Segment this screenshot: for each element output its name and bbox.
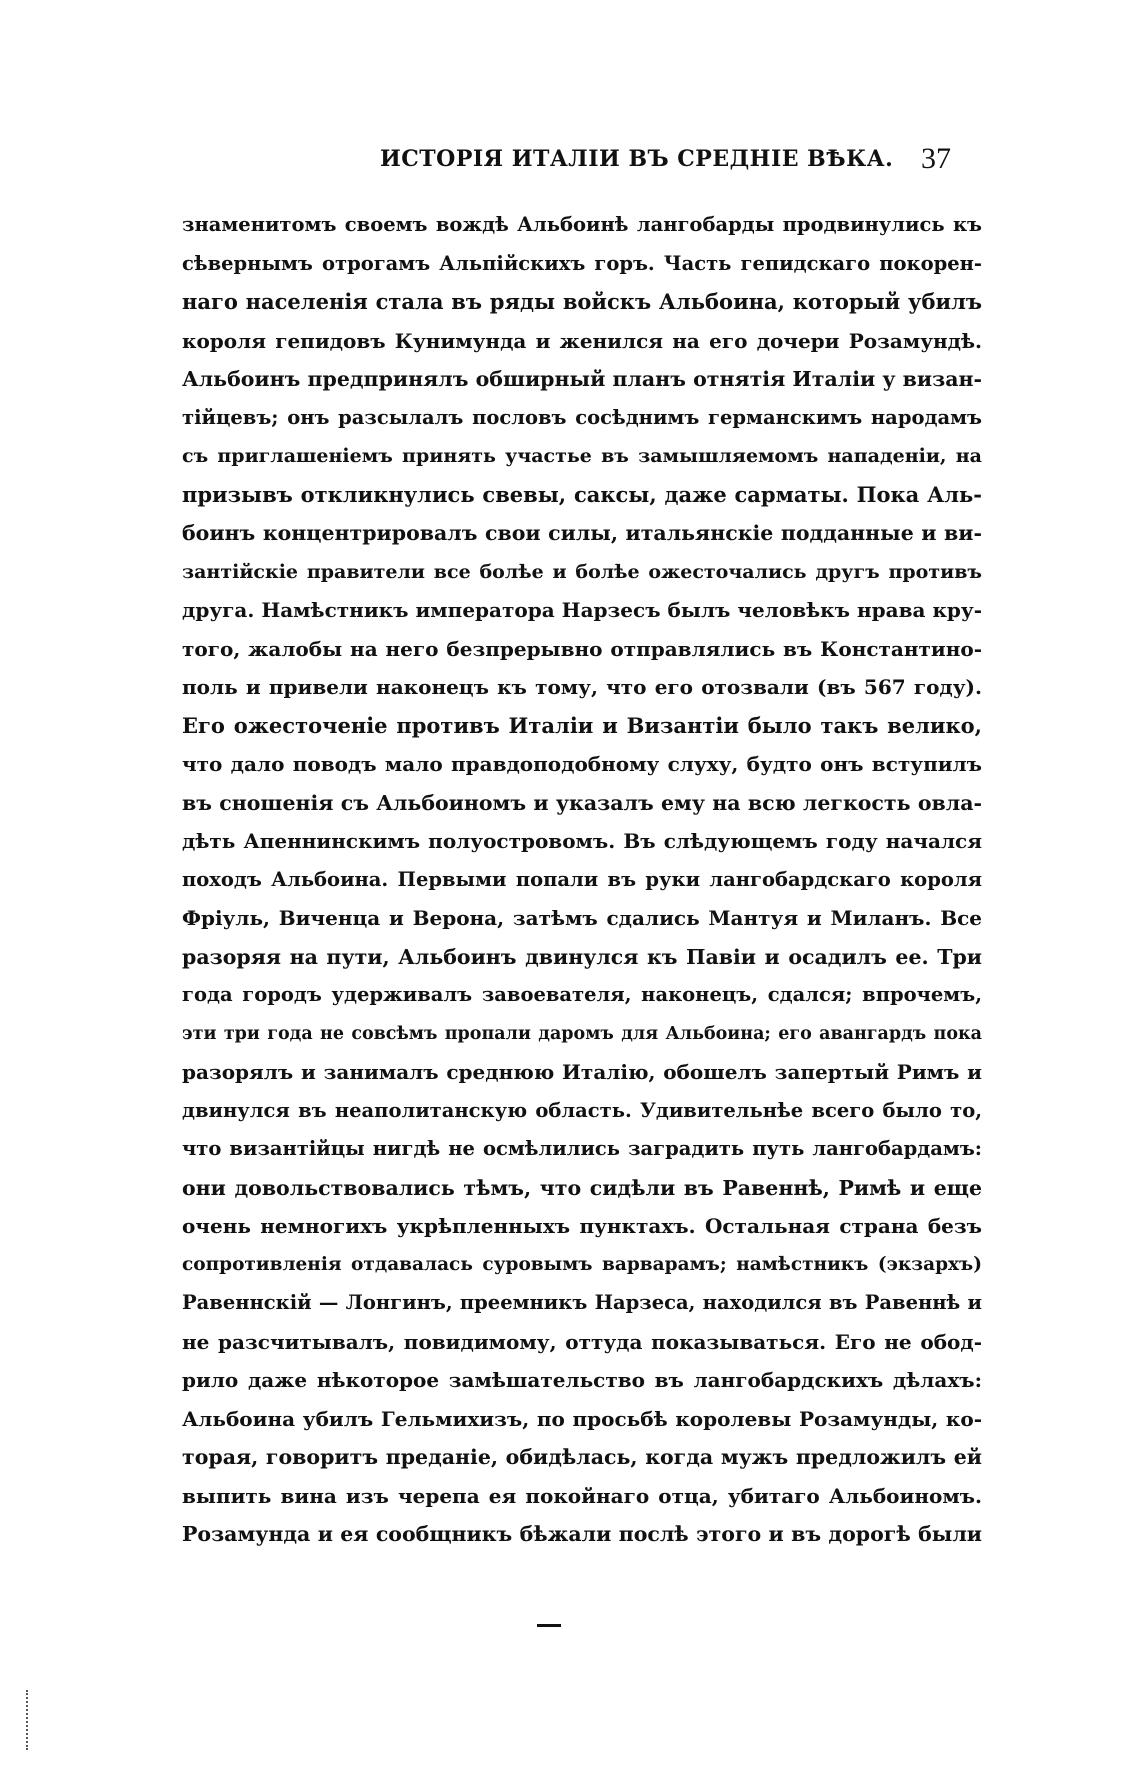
text-line: разорялъ и занималъ среднюю Италію, обошелъ запертый Римъ и — [182, 1060, 982, 1084]
text-line: въ сношенія съ Альбоиномъ и указалъ ему на всю легкость овла- — [182, 790, 982, 815]
text-line: эти три года не совсѣмъ пропали даромъ для Альбоина; его авангардъ пока — [182, 1023, 982, 1044]
text-line: Альбоинъ предпринялъ обширный планъ отнятія Италіи у визан- — [182, 367, 982, 391]
text-line: призывъ откликнулись свевы, саксы, даже сарматы. Пока Аль- — [182, 481, 982, 507]
text-line: боинъ концентрировалъ свои силы, итальянскіе подданные и ви- — [182, 521, 982, 545]
text-line: выпить вина изъ черепа ея покойнаго отца, убитаго Альбоиномъ. — [182, 1483, 982, 1508]
text-line: что дало поводъ мало правдоподобному слуху, будто онъ вступилъ — [182, 752, 982, 776]
page-number: 37 — [921, 142, 951, 175]
text-line: они довольствовались тѣмъ, что сидѣли въ Равеннѣ, Римѣ и еще — [182, 1175, 982, 1200]
text-line: года городъ удерживалъ завоевателя, наконецъ, сдался; впрочемъ, — [182, 983, 982, 1006]
text-line: сопротивленія отдавалась суровымъ варварамъ; намѣстникъ (экзархъ) — [182, 1253, 982, 1275]
text-line: съ приглашеніемъ принять участье въ замышляемомъ нападеніи, на — [182, 445, 982, 467]
body-text — [182, 206, 982, 1554]
text-line: сѣвернымъ отрогамъ Альпійскихъ горъ. Часть гепидскаго покорен- — [182, 251, 982, 275]
text-line: друга. Намѣстникъ императора Нарзесъ былъ человѣкъ нрава кру- — [182, 598, 982, 622]
text-line: зантійскіе правители все болѣе и болѣе ожесточались другъ противъ — [182, 560, 982, 583]
text-line: не разсчитывалъ, повидимому, оттуда показываться. Его не обод- — [182, 1329, 982, 1354]
text-line: знаменитомъ своемъ вождѣ Альбоинѣ лангобарды продвинулись къ — [182, 213, 982, 236]
text-line: рило даже нѣкоторое замѣшательство въ лангобардскихъ дѣлахъ: — [182, 1368, 982, 1392]
text-line: Альбоина убилъ Гельмихизъ, по просьбѣ королевы Розамунды, ко- — [182, 1406, 982, 1431]
text-line: разоряя на пути, Альбоинъ двинулся къ Павіи и осадилъ ее. Три — [182, 944, 982, 969]
text-line: дѣть Апеннинскимъ полуостровомъ. Въ слѣдующемъ году начался — [182, 829, 982, 853]
footer-mark — [537, 1624, 561, 1627]
text-line: Розамунда и ея сообщникъ бѣжали послѣ этого и въ дорогѣ были — [182, 1522, 982, 1546]
text-line: Его ожесточеніе противъ Италіи и Византіи было такъ велико, — [182, 712, 982, 738]
text-line: очень немногихъ укрѣпленныхъ пунктахъ. Остальная страна безъ — [182, 1214, 982, 1238]
text-line: Равеннскій — Лонгинъ, преемникъ Нарзеса, находился въ Равеннѣ и — [182, 1291, 982, 1314]
text-line: двинулся въ неаполитанскую область. Удивительнѣе всего было то, — [182, 1098, 982, 1122]
text-line: того, жалобы на него безпрерывно отправлялись въ Константино- — [182, 636, 982, 661]
text-line: наго населенія стала въ ряды войскъ Альбоина, который убилъ — [182, 289, 982, 314]
text-line: походъ Альбоина. Первыми попали въ руки лангобардскаго короля — [182, 867, 982, 891]
scan-specks — [26, 1690, 30, 1750]
text-line: Фріуль, Виченца и Верона, затѣмъ сдались Мантуя и Миланъ. Все — [182, 906, 982, 930]
text-line: короля гепидовъ Кунимунда и женился на его дочери Розамундѣ. — [182, 328, 982, 353]
running-head: ИСТОРІЯ ИТАЛІИ ВЪ СРЕДНІЕ ВѢКА. — [380, 146, 894, 172]
text-line: торая, говоритъ преданіе, обидѣлась, когда мужъ предложилъ ей — [182, 1445, 982, 1469]
text-line: что византійцы нигдѣ не осмѣлились заградить путь лангобардамъ: — [182, 1137, 982, 1160]
text-line: тійцевъ; онъ разсылалъ пословъ сосѣднимъ германскимъ народамъ — [182, 405, 982, 429]
text-line: поль и привели наконецъ къ тому, что его отозвали (въ 567 году). — [182, 675, 982, 699]
